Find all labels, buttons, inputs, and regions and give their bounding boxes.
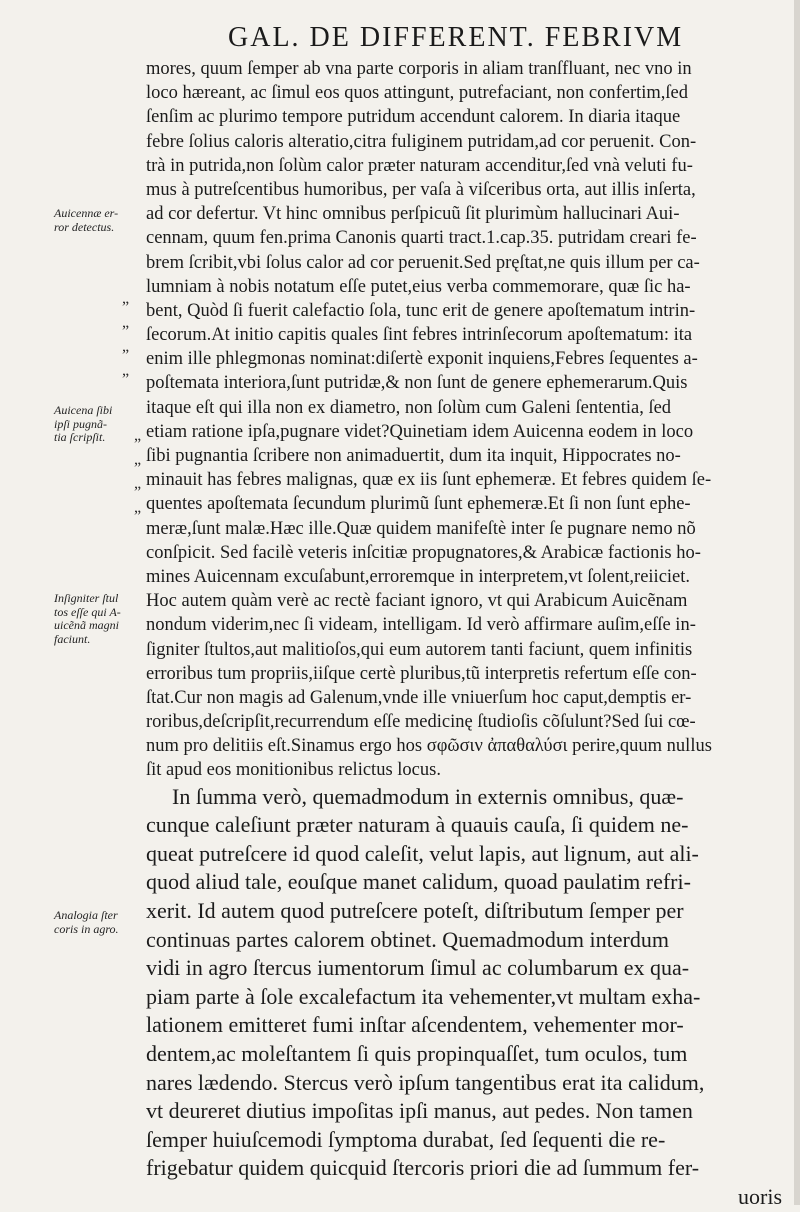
quote-mark: „ — [122, 290, 130, 307]
text-line: continuas partes calorem obtinet. Quemadmodum interdum — [146, 926, 669, 952]
text-line: ſemper huiuſcemodi ſymptoma durabat, ſed ſequenti die re- — [146, 1126, 666, 1152]
text-line: bent, Quòd ſi fuerit calefactio ſola, tunc erit de genere apoſtematum intrin- — [146, 300, 696, 321]
paragraph-start-line: In ſumma verò, quemadmodum in externis omnibus, quæ- — [172, 783, 684, 809]
text-line: vidi in agro ſtercus iumentorum ſimul ac columbarum ex qua- — [146, 955, 690, 981]
text-line: febre ſolius caloris alteratio,citra fuliginem putridam,ad cor peruenit. Con- — [146, 131, 697, 152]
text-line: num pro delitiis eſt.Sinamus ergo hos σφῶσιν ἀπαθαλύσι perire,quum nullus — [146, 736, 712, 757]
text-line: ſigniter ſtultos,aut malitioſos,qui eum autorem tanti faciunt, quem infinitis — [146, 639, 693, 660]
text-line: lumniam à nobis notatum eſſe putet,eius verba commemorare, quæ ſic ha- — [146, 276, 691, 297]
text-line: ſtat.Cur non magis ad Galenum,vnde ille vniuerſum hoc caput,demptis er- — [146, 687, 692, 708]
text-line: loco hæreant, ac ſimul eos quos attingunt, putrefaciant, non confertim,ſed — [146, 83, 689, 104]
quote-mark: „ — [122, 362, 130, 379]
marginal-note-line: uicẽnã magni — [54, 618, 119, 632]
catchword: uoris — [738, 1183, 782, 1209]
text-line: minauit has febres malignas, quæ ex iis ſunt ephemeræ. Et febres quidem ſe- — [146, 470, 712, 491]
marginal-note-line: tos eſſe qui A- — [54, 604, 121, 619]
text-line: ſibi pugnantia ſcribere non animaduertit, dum ita inquit, Hippocrates no- — [146, 446, 681, 466]
text-line: poſtemata interiora,ſunt putridæ,& non ſunt de genere ephemerarum.Quis — [146, 373, 688, 394]
text-line: itaque eſt qui illa non ex diametro, non ſolùm cum Galeni ſententia, ſed — [146, 397, 672, 418]
marginal-note-line: Auicennæ er- — [54, 206, 119, 220]
text-line: cennam, quum fen.prima Canonis quarti tract.1.cap.35. putridam creari fe- — [146, 228, 697, 249]
quote-mark: „ — [134, 427, 142, 444]
marginal-note-line: Analogia ſter — [54, 908, 118, 922]
text-line: trà in putrida,non ſolùm calor præter naturam accenditur,ſed vnà veluti fu- — [146, 155, 693, 176]
text-line: ſecorum.At initio capitis quales ſint febres intrinſecorum apoſtematum: ita — [146, 325, 693, 346]
text-line: etiam ratione ipſa,pugnare videt?Quinetiam idem Auicenna eodem in loco — [146, 421, 694, 442]
text-line: dentem,ac moleſtantem ſi quis propinquaſſet, tum oculos, tum — [146, 1040, 688, 1066]
text-line: lationem emitteret fumi inſtar aſcendentem, vehementer mor- — [146, 1012, 684, 1038]
running-head: GAL. DE DIFFERENT. FEBRIVM — [228, 22, 684, 53]
text-line: enim ille phlegmonas nominat:diſertè exponit inquiens,Febres ſequentes a- — [146, 349, 698, 370]
quote-mark: „ — [134, 475, 142, 492]
text-line: xerit. Id autem quod putreſcere poteſt, diſtributum ſemper per — [146, 898, 684, 923]
quote-mark: „ — [134, 499, 142, 516]
marginal-note-line: ipſi pugnã- — [54, 416, 107, 431]
text-line: nondum viderim,nec ſi videam, intelligam. Id verò affirmare auſim,eſſe in- — [146, 615, 696, 636]
marginal-note-line: ror detectus. — [54, 219, 115, 234]
marginal-note — [54, 404, 150, 445]
quote-mark: „ — [122, 314, 130, 331]
text-line: Hoc autem quàm verè ac rectè faciant ignoro, vt qui Arabicum Auicẽnam — [146, 591, 688, 612]
marginal-note-line: Inſigniter ſtul — [54, 591, 119, 605]
main-text — [146, 57, 782, 1212]
marginal-note-line: faciunt. — [54, 631, 91, 646]
text-line: brem ſcribit,vbi ſolus calor ad cor peruenit.Sed pręſtat,ne quis illum per ca- — [146, 252, 700, 273]
text-line: meræ,ſunt malæ.Hæc ille.Quæ quidem manifeſtè inter ſe pugnare nemo nõ — [146, 518, 696, 539]
marginal-note-line: coris in agro. — [54, 921, 119, 936]
text-line: ad cor defertur. Vt hinc omnibus perſpicuũ ſit plurimùm hallucinari Aui- — [146, 204, 680, 225]
marginal-note — [54, 207, 150, 234]
text-line: conſpicit. Sed facilè veteris inſcitiæ propugnatores,& Arabicæ factionis ho- — [146, 542, 701, 563]
text-line: cunque caleſiunt præter naturam à quauis cauſa, ſi quidem ne- — [146, 812, 689, 838]
text-line: frigebatur quidem quicquid ſtercoris priori die ad ſummum fer- — [146, 1155, 700, 1181]
text-line: mus à putreſcentibus humoribus, per vaſa à viſceribus orta, aut illis inſerta, — [146, 179, 696, 200]
text-line: vt deureret diutius impoſitas ipſi manus, aut pedes. Non tamen — [146, 1098, 693, 1124]
marginal-note — [54, 592, 150, 646]
quote-mark: „ — [122, 338, 130, 355]
text-line: nares lædendo. Stercus verò ipſum tangentibus erat ita calidum, — [146, 1069, 705, 1095]
quote-mark: „ — [134, 451, 142, 468]
marginal-note — [54, 909, 150, 936]
text-line: ſenſim ac plurimo tempore putridum accendunt calorem. In diaria itaque — [146, 107, 681, 128]
text-line: queat putreſcere id quod caleſit, velut lapis, aut lignum, aut ali- — [146, 840, 699, 866]
text-line: mores, quum ſemper ab vna parte corporis in aliam tranſfluant, nec vno in — [146, 59, 692, 79]
marginal-note-line: Auicena ſibi — [54, 403, 113, 417]
marginal-note-line: tia ſcripſit. — [54, 430, 106, 444]
text-line: quod aliud tale, eouſque manet calidum, quoad paulatim refri- — [146, 869, 691, 895]
text-line: roribus,deſcripſit,recurrendum eſſe medicinę ſtudioſis cõſulunt?Sed ſui cœ- — [146, 712, 696, 733]
text-line: ſit apud eos monitionibus relictus locus. — [146, 760, 441, 781]
text-line: quentes apoſtemata ſecundum plurimũ ſunt ephemeræ.Et ſi non ſunt ephe- — [146, 494, 691, 515]
text-line: mines Auicennam excuſabunt,erroremque in interpretem,vt ſolent,reiiciet. — [146, 566, 691, 587]
text-line: erroribus tum propriis,iiſque certè pluribus,tũ interpretis refertum eſſe con- — [146, 663, 697, 684]
text-line: piam parte à ſole excalefactum ita vehementer,vt multam exha- — [146, 983, 701, 1009]
page-edge-shadow — [794, 0, 800, 1205]
